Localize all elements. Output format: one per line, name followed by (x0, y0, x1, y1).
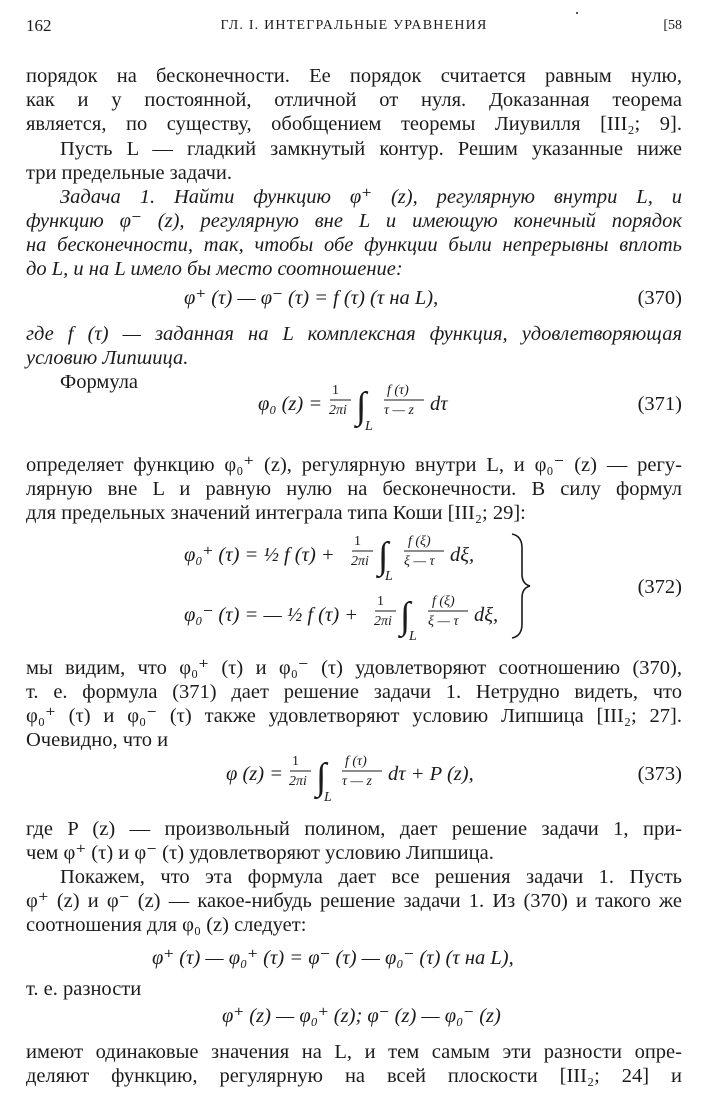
fraction-denominator: 2πi (329, 403, 347, 418)
contour-label: L (324, 790, 332, 805)
problem-statement-line: Задача 1. Найти функцию φ⁺ (z), регулярную внутри L, и (60, 186, 682, 208)
text-line: Очевидно, что и (26, 729, 169, 751)
text-line: условию Липшица. (26, 347, 189, 369)
integral-sign: ∫ (316, 756, 327, 798)
fraction-denominator: 2πi (351, 554, 369, 569)
text-line: для предельных значений интеграла типа Коши [III₂; 29]: (26, 502, 526, 524)
text-line: φ₀⁺ (τ) и φ₀⁻ (τ) также удовлетворяют условию Липшица [III₂; 27]. (26, 705, 682, 727)
formula-372-first: φ₀⁺ (τ) = ½ f (τ) + (184, 544, 335, 566)
equation-number-370: (370) (637, 287, 682, 309)
text-line: является, по существу, обобщением теоремы Лиувилля [III₂; 9]. (26, 113, 682, 135)
fraction-numerator: 1 (354, 534, 361, 549)
text-line: порядок на бесконечности. Ее порядок считается равным нулю, (26, 65, 682, 87)
equation-number-372: (372) (637, 576, 682, 598)
text-line: где P (z) — произвольный полином, дает решение задачи 1, при- (26, 818, 682, 840)
problem-statement-line: до L, и на L имело бы место соотношение: (26, 258, 403, 280)
fraction-denominator: 2πi (374, 614, 392, 629)
fraction-numerator: f (τ) (387, 383, 409, 398)
running-head: ГЛ. I. ИНТЕГРАЛЬНЫЕ УРАВНЕНИЯ (220, 18, 488, 33)
formula-372-first-tail: dξ, (450, 544, 475, 566)
formula-difference: φ⁺ (τ) — φ₀⁺ (τ) = φ⁻ (τ) — φ₀⁻ (τ) (τ на L), (152, 947, 514, 969)
problem-statement-line: функцию φ⁻ (z), регулярную вне L и имеющую конечный порядок (26, 210, 682, 232)
text-line: т. е. разности (26, 978, 142, 1000)
contour-label: L (409, 629, 417, 644)
fraction-denominator: τ — z (342, 774, 372, 789)
formula-370: φ⁺ (τ) — φ⁻ (τ) = f (τ) (τ на L), (184, 287, 439, 309)
fraction-numerator: f (ξ) (408, 534, 431, 549)
right-brace (512, 534, 530, 638)
fraction-denominator: ξ — τ (404, 554, 435, 569)
problem-statement-line: на бесконечности, так, чтобы обе функции были непрерывны вплоть (26, 234, 682, 256)
formula-373-rhs: dτ + P (z), (388, 763, 474, 785)
section-number: [58 (663, 18, 682, 33)
text-line: имеют одинаковые значения на L, и тем самым эти разности опре- (26, 1041, 682, 1063)
contour-label: L (385, 569, 393, 584)
text-line: т. е. формула (371) дает решение задачи 1. Нетрудно видеть, что (26, 681, 682, 703)
text-line: Пусть L — гладкий замкнутый контур. Решим указанные ниже (60, 138, 682, 160)
fraction-numerator: f (τ) (345, 754, 367, 769)
fraction-numerator: 1 (292, 754, 299, 769)
contour-label: L (365, 419, 373, 434)
formula-372-second-tail: dξ, (474, 604, 499, 626)
text-line: три предельные задачи. (26, 162, 232, 184)
fraction-numerator: 1 (377, 594, 384, 609)
fraction-denominator: τ — z (384, 403, 414, 418)
integral-sign: ∫ (378, 535, 389, 577)
formula-differences: φ⁺ (z) — φ₀⁺ (z); φ⁻ (z) — φ₀⁻ (z) (222, 1005, 501, 1027)
text-line: чем φ⁺ (τ) и φ⁻ (τ) удовлетворяют условию Липшица. (26, 842, 494, 864)
text-line: деляют функцию, регулярную на всей плоскости [III₂; 24] и (26, 1065, 682, 1087)
formula-371-lhs: φ₀ (z) = (258, 393, 323, 415)
equation-number-373: (373) (637, 763, 682, 785)
integral-sign: ∫ (400, 595, 411, 637)
text-line: как и у постоянной, отличной от нуля. Доказанная теорема (26, 89, 682, 111)
formula-372-second: φ₀⁻ (τ) = — ½ f (τ) + (184, 604, 359, 626)
text-line: где f (τ) — заданная на L комплексная функция, удовлетворяющая (26, 323, 682, 345)
text-line: соотношения для φ₀ (z) следует: (26, 914, 307, 936)
equation-number-371: (371) (637, 393, 682, 415)
text-line: Формула (60, 371, 139, 393)
text-line: φ⁺ (z) и φ⁻ (z) — какое-нибудь решение задачи 1. Из (370) и такого же (26, 890, 682, 912)
page-number: 162 (26, 16, 52, 35)
text-line: определяет функцию φ₀⁺ (z), регулярную внутри L, и φ₀⁻ (z) — регу- (26, 454, 682, 476)
text-line: лярную вне L и равную нулю на бесконечности. В силу формул (26, 478, 682, 500)
formula-373-lhs: φ (z) = (226, 763, 284, 785)
integral-sign: ∫ (356, 385, 367, 427)
fraction-denominator: 2πi (289, 774, 307, 789)
fraction-denominator: ξ — τ (428, 614, 459, 629)
text-line: Покажем, что эта формула дает все решения задачи 1. Пусть (60, 866, 682, 888)
fraction-numerator: 1 (332, 383, 339, 398)
formula-371-rhs: dτ (430, 393, 448, 415)
fraction-numerator: f (ξ) (432, 594, 455, 609)
text-line: мы видим, что φ₀⁺ (τ) и φ₀⁻ (τ) удовлетворяют соотношению (370), (26, 657, 682, 679)
